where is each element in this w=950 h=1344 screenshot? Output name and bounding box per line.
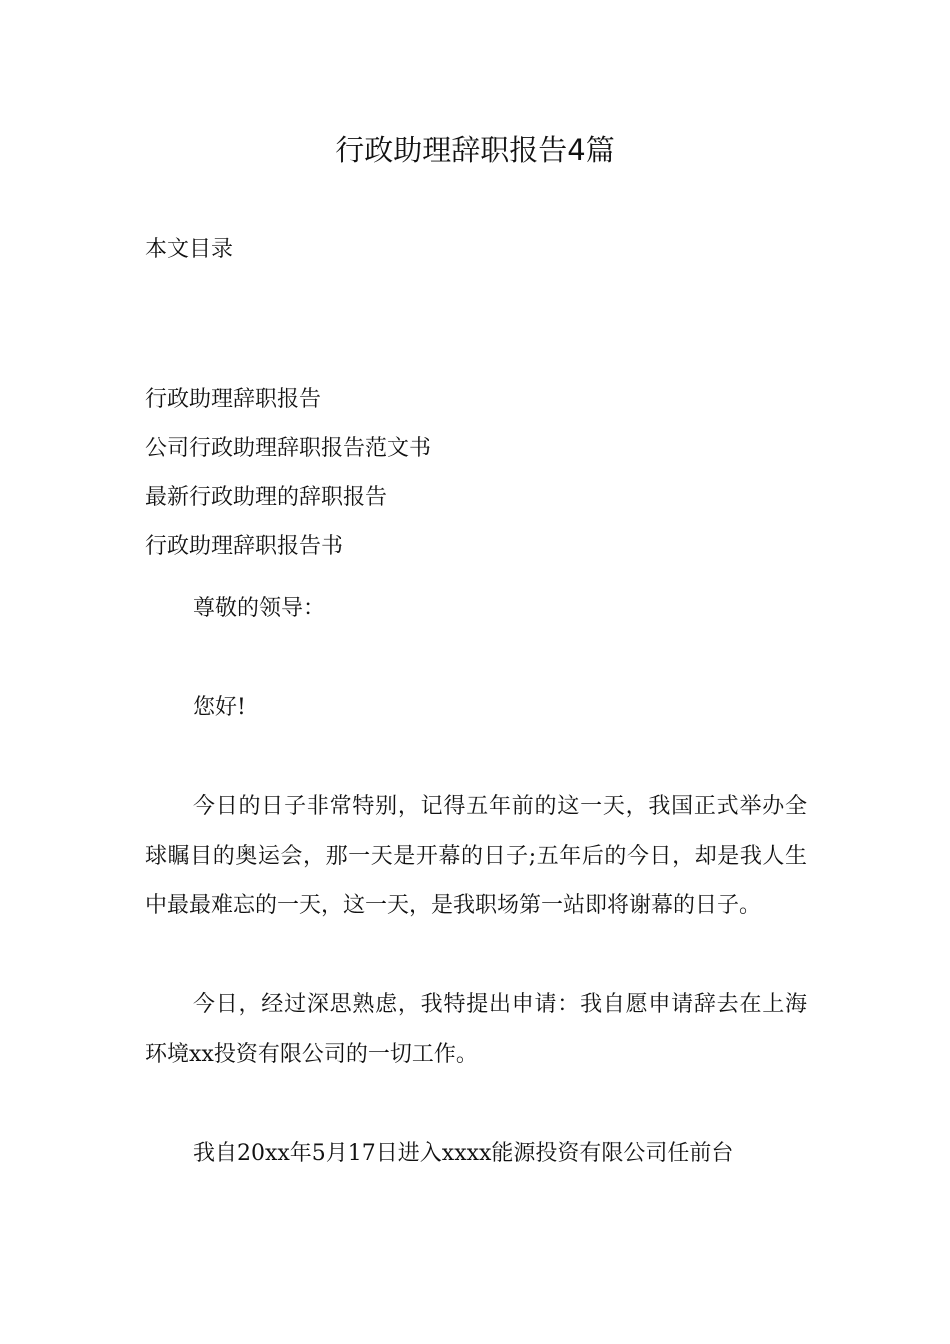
toc-item[interactable]: 最新行政助理的辞职报告 <box>145 485 388 510</box>
greeting: 您好! <box>193 695 246 720</box>
toc-item[interactable]: 公司行政助理辞职报告范文书 <box>145 436 432 461</box>
toc-heading: 本文目录 <box>145 237 234 262</box>
salutation: 尊敬的领导： <box>193 596 326 621</box>
table-of-contents <box>145 384 431 580</box>
body-paragraph: 今日的日子非常特别，记得五年前的这一天，我国正式举办全球瞩目的奥运会，那一天是开幕的日子;五年后的今日，却是我人生中最最难忘的一天，这一天，是我职场第一站即将谢幕的日子。 <box>145 794 807 918</box>
toc-item[interactable]: 行政助理辞职报告书 <box>145 534 344 559</box>
toc-item[interactable]: 行政助理辞职报告 <box>145 387 322 412</box>
letter-body <box>145 584 807 1178</box>
body-paragraph: 我自20xx年5月17日进入xxxx能源投资有限公司任前台 <box>193 1140 734 1166</box>
body-paragraph: 今日，经过深思熟虑，我特提出申请：我自愿申请辞去在上海环境xx投资有限公司的一切工作。 <box>145 992 807 1067</box>
document-title: 行政助理辞职报告4篇 <box>335 133 615 167</box>
